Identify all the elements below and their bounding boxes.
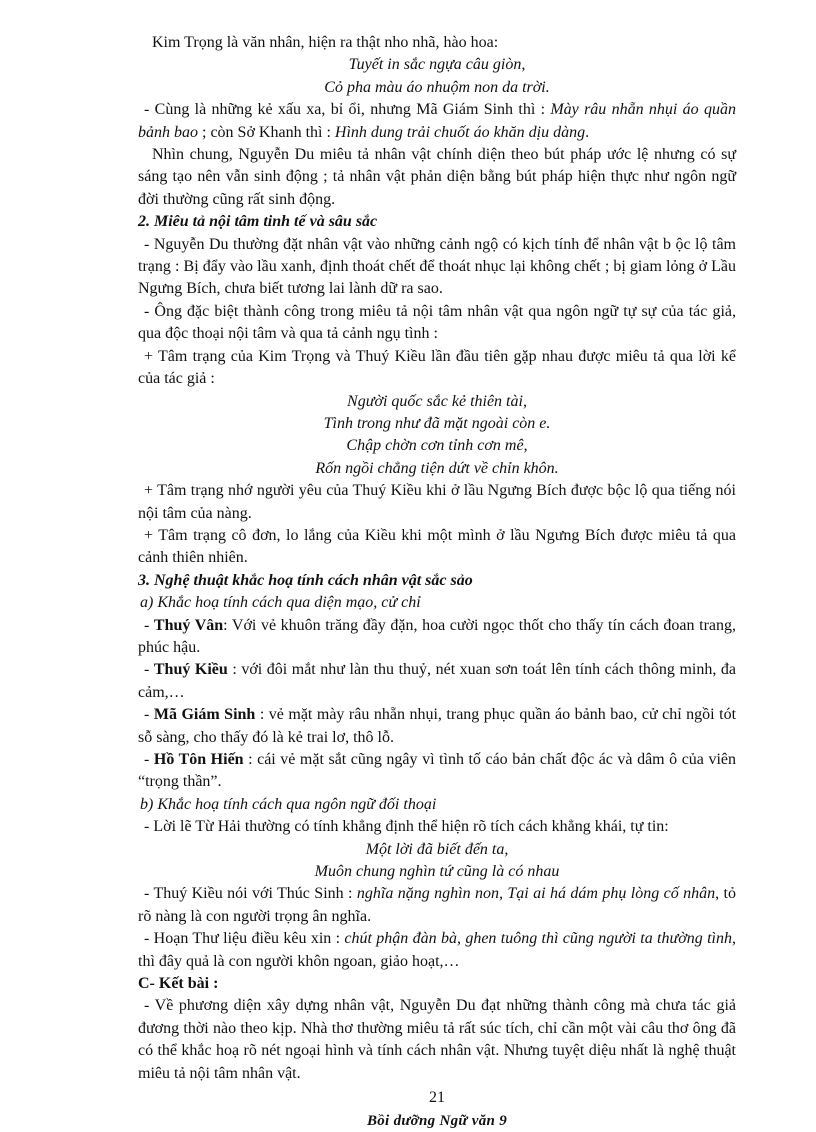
verse-line: Cỏ pha màu áo nhuộm non da trời. <box>324 78 550 96</box>
paragraph <box>138 659 736 704</box>
paragraph <box>138 99 736 144</box>
text-run: : Với vẻ khuôn trăng đầy đặn, hoa cười ngọc thốt cho thấy tín cách đoan trang, phúc hậu. <box>138 616 737 656</box>
text-run: - <box>144 616 154 634</box>
paragraph: Kim Trọng là văn nhân, hiện ra thật nho nhã, hào hoa: <box>152 34 499 51</box>
subsection-heading: a) Khắc hoạ tính cách qua diện mạo, cử chỉ <box>140 594 421 612</box>
paragraph: + Tâm trạng nhớ người yêu của Thuý Kiều khi ở lầu Ngưng Bích được bộc lộ qua tiếng nói nội tâm của nàng. <box>138 482 736 522</box>
quote-run: nghĩa nặng nghìn non, Tại ai há dám phụ lòng cố nhân <box>356 885 716 903</box>
quote-run: Mày râu nhẵn nhụi áo quần bảnh bao <box>138 101 736 141</box>
paragraph <box>138 704 736 749</box>
verse-line: Một lời đã biết đến ta, <box>365 840 509 858</box>
paragraph: + Tâm trạng của Kim Trọng và Thuý Kiều lần đầu tiên gặp nhau được miêu tả qua lời kể của tác giả : <box>138 347 736 388</box>
verse-line: Người quốc sắc kẻ thiên tài, <box>347 392 527 410</box>
page-number: 21 <box>429 1089 445 1107</box>
text-run: . <box>585 123 590 141</box>
text-run: - <box>144 706 154 724</box>
paragraph <box>138 615 736 660</box>
verse-line: Tình trong như đã mặt ngoài còn e. <box>323 414 551 432</box>
paragraph: - Nguyễn Du thường đặt nhân vật vào những cảnh ngộ có kịch tính để nhân vật b ộc lộ tâm trạng : Bị đẩy vào lầu xanh, định thoát chết để thoát nhục lại không chết ; bị giam lỏng ở Lầu Ngưng Bích, chưa biết tương lai lành dữ ra sao. <box>138 235 736 298</box>
character-name: Thuý Kiều <box>153 661 228 679</box>
section-heading: 3. Nghệ thuật khắc hoạ tính cách nhân vật sắc sảo <box>138 571 473 589</box>
document-page <box>138 32 736 1132</box>
text-run: , thì đây quả là con người khôn ngoan, giảo hoạt,… <box>138 930 737 970</box>
text-run: - <box>144 751 154 768</box>
paragraph: + Tâm trạng cô đơn, lo lắng của Kiều khi một mình ở lầu Ngưng Bích được miêu tả qua cảnh thiên nhiên. <box>138 526 736 567</box>
page-footer: Bồi dưỡng Ngữ văn 9 <box>366 1112 508 1129</box>
text-run: - Thuý Kiều nói với Thúc Sinh : <box>144 885 357 903</box>
verse-line: Chập chờn cơn tỉnh cơn mê, <box>346 437 528 455</box>
paragraph: - Lời lẽ Từ Hải thường có tính khẳng định thể hiện rõ tích cách khẳng khái, tự tin: <box>144 818 669 836</box>
character-name: Hồ Tôn Hiến <box>153 751 244 768</box>
verse-line: Muôn chung nghìn tứ cũng là có nhau <box>314 863 560 881</box>
text-run: , tỏ rõ nàng là con người trọng ân nghĩa. <box>138 885 736 925</box>
text-run: : cái vẻ mặt sắt cũng ngây vì tình tố cáo bản chất độc ác và dâm ô của viên “trọng thần”. <box>138 751 736 791</box>
text-run: ; còn Sở Khanh thì : <box>198 123 335 141</box>
section-heading: C- Kết bài : <box>138 975 219 993</box>
paragraph: Nhìn chung, Nguyễn Du miêu tả nhân vật chính diện theo bút pháp ước lệ nhưng có sự sáng tạo nên vẫn sinh động ; tả nhân vật phản diện bằng bút pháp hiện thực như ngôn ngữ đời thường cũng rất sinh động. <box>138 146 736 208</box>
verse-line: Rốn ngồi chẳng tiện dứt về chỉn khôn. <box>315 459 559 477</box>
text-run: - Hoạn Thư liệu điều kêu xin : <box>144 930 345 948</box>
text-run: : vẻ mặt mày râu nhẵn nhụi, trang phục quần áo bảnh bao, cử chỉ ngồi tót sỗ sàng, cho thấy đó là kẻ trai lơ, thô lỗ. <box>138 706 737 746</box>
text-run: : với đôi mắt như làn thu thuỷ, nét xuan sơn toát lên tính cách thông minh, đa cảm,… <box>138 661 737 701</box>
paragraph: - Ông đặc biệt thành công trong miêu tả nội tâm nhân vật qua ngôn ngữ tự sự của tác giả, qua độc thoại nội tâm và qua tả cảnh ngụ tình : <box>138 302 736 343</box>
paragraph <box>138 749 736 794</box>
quote-run: Hình dung trải chuốt áo khăn dịu dàng <box>334 123 586 141</box>
character-name: Thuý Vân <box>153 616 224 634</box>
subsection-heading: b) Khắc hoạ tính cách qua ngôn ngữ đối thoại <box>140 795 437 813</box>
paragraph <box>138 928 736 973</box>
verse-line: Tuyết in sắc ngựa câu giòn, <box>348 56 526 74</box>
text-run: - Cùng là những kẻ xấu xa, bỉ ổi, nhưng Mã Giám Sinh thì : <box>144 101 551 119</box>
paragraph <box>138 883 736 928</box>
quote-run: chút phận đàn bà, ghen tuông thì cũng người ta thường tình <box>344 930 733 948</box>
section-heading: 2. Miêu tả nội tâm tinh tế và sâu sắc <box>138 213 378 231</box>
paragraph: - Về phương diện xây dựng nhân vật, Nguyễn Du đạt những thành công mà chưa tác giả đương thời nào theo kịp. Nhà thơ thường miêu tả rất súc tích, chỉ cần một vài câu thơ ông đã có thể khắc hoạ rõ nét ngoại hình và tính cách nhân vật. Nhưng tuyệt diệu nhất là nghệ thuật miêu tả nội tâm nhân vật. <box>138 997 736 1082</box>
text-run: - <box>144 661 154 679</box>
character-name: Mã Giám Sinh <box>153 706 256 724</box>
